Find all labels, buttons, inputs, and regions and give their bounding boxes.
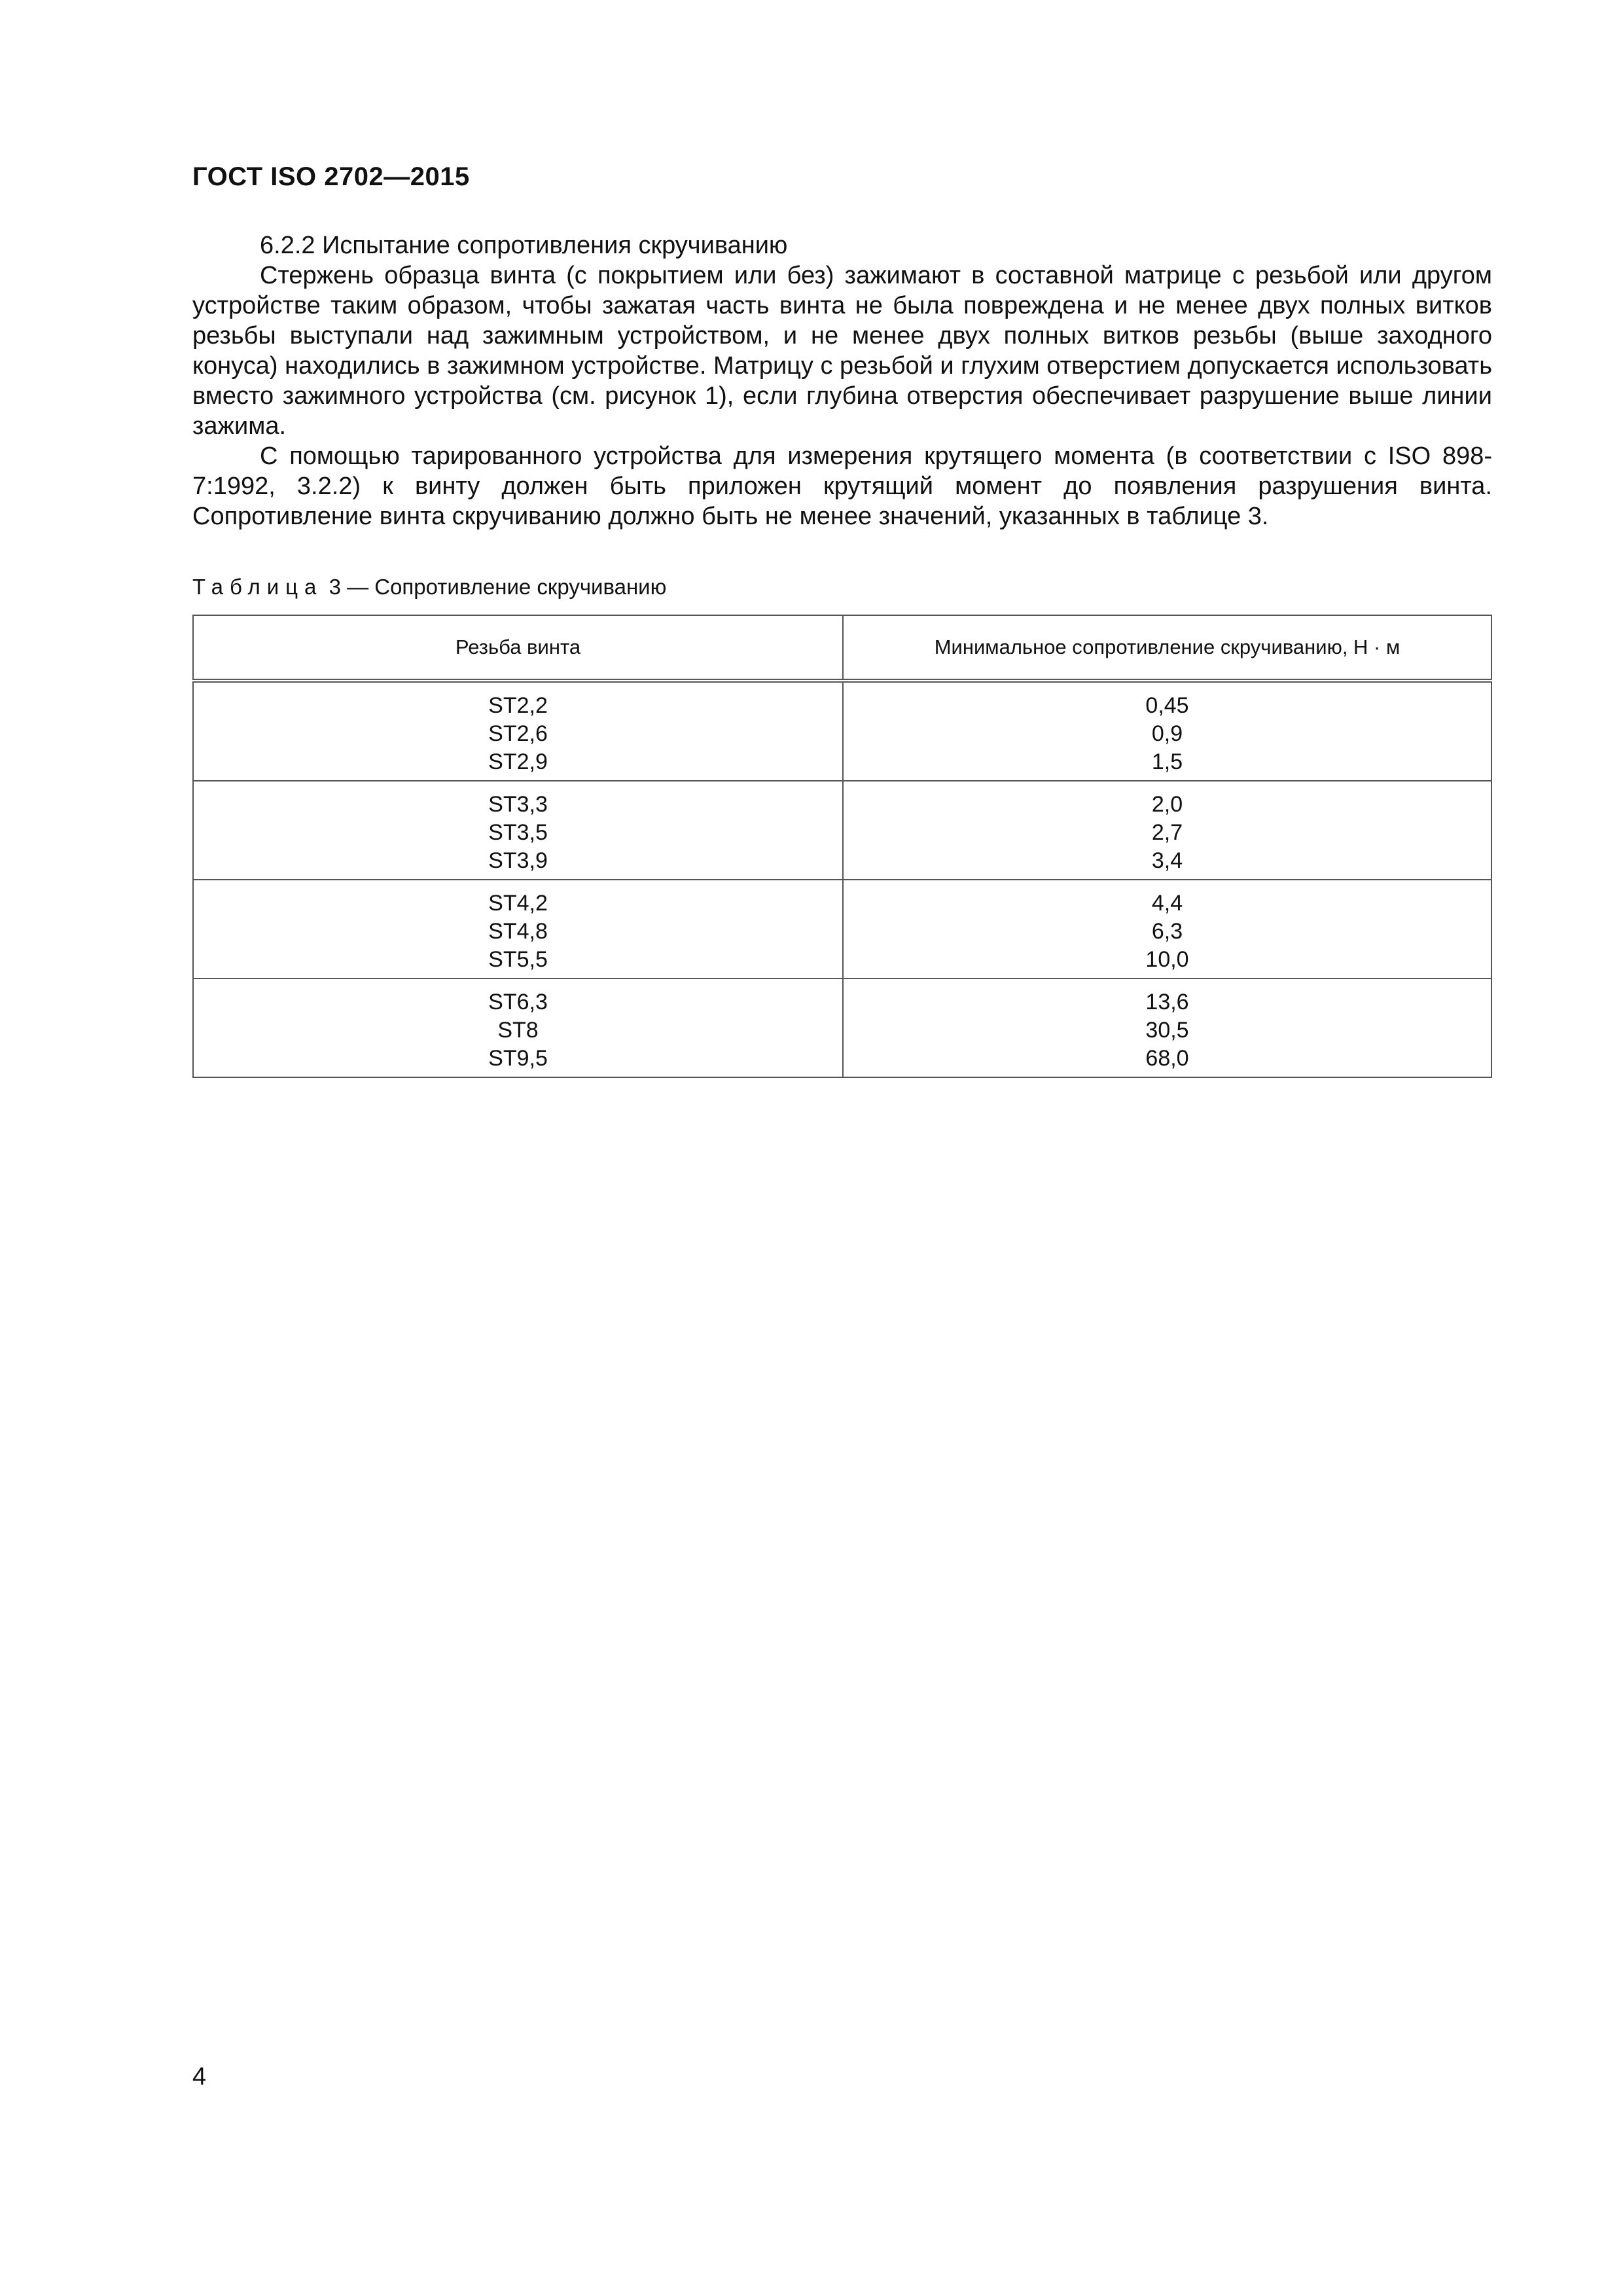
thread-cell	[193, 880, 843, 978]
table-row	[193, 681, 1491, 781]
page-number: 4	[192, 2063, 207, 2090]
thread-value: ST4,2	[488, 891, 548, 916]
paragraph-clamping: Стержень образца винта (с покрытием или без) зажимают в составной матрице с резьбой или другом устройстве таким образом, чтобы зажатая часть винта не была повреждена и не менее двух полных витков резьбы выступали над зажимным устройством, и не менее двух полных витков резьбы (выше заходного конуса) находились в зажимном устройстве. Матрицу с резьбой и глухим отверстием допускается использовать вместо зажимного устройства (см. рисунок 1), если глубина отверстия обеспечивает разрушение выше линии зажима.	[192, 262, 1492, 440]
thread-value: ST3,5	[488, 820, 548, 845]
torque-value: 13,6	[1145, 990, 1189, 1014]
thread-value: ST8	[497, 1018, 539, 1043]
table-row	[193, 880, 1491, 978]
thread-value: ST6,3	[488, 990, 548, 1014]
torque-value: 3,4	[1151, 848, 1183, 873]
thread-value: ST2,9	[488, 749, 548, 774]
thread-cell	[193, 681, 843, 781]
torque-value: 10,0	[1145, 947, 1189, 972]
table-header-row	[193, 615, 1491, 681]
thread-cell	[193, 978, 843, 1077]
section-body	[192, 230, 1492, 531]
torque-value: 2,7	[1151, 820, 1183, 845]
thread-value: ST3,9	[488, 848, 548, 873]
thread-value: ST2,6	[488, 721, 548, 746]
thread-value: ST4,8	[488, 919, 548, 944]
table-caption	[192, 575, 666, 600]
table-row	[193, 978, 1491, 1077]
table-row	[193, 781, 1491, 880]
torque-value: 6,3	[1151, 919, 1183, 944]
thread-value: ST2,2	[488, 693, 548, 718]
table-caption-word: Таблица	[192, 575, 323, 599]
thread-cell	[193, 781, 843, 880]
torque-cell	[843, 978, 1491, 1077]
torque-cell	[843, 781, 1491, 880]
section-heading: 6.2.2 Испытание сопротивления скручиванию	[260, 232, 788, 259]
torque-value: 30,5	[1145, 1018, 1189, 1043]
paragraph-torque: С помощью тарированного устройства для измерения крутящего момента (в соответствии с ISO 898-7:1992, 3.2.2) к винту должен быть приложен крутящий момент до появления разрушения винта. Сопротивление винта скручиванию должно быть не менее значений, указанных в таблице 3.	[192, 442, 1492, 530]
torque-cell	[843, 880, 1491, 978]
torsion-table	[192, 615, 1492, 1078]
thread-value: ST3,3	[488, 792, 548, 817]
torque-value: 0,45	[1145, 693, 1189, 718]
header-thread: Резьба винта	[193, 615, 843, 681]
torque-cell	[843, 681, 1491, 781]
thread-value: ST5,5	[488, 947, 548, 972]
torque-value: 4,4	[1151, 891, 1183, 916]
torque-value: 1,5	[1151, 749, 1183, 774]
document-code: ГОСТ ISO 2702—2015	[192, 162, 470, 191]
table-caption-title: 3 — Сопротивление скручиванию	[329, 575, 667, 599]
torque-value: 68,0	[1145, 1046, 1189, 1071]
thread-value: ST9,5	[488, 1046, 548, 1071]
torque-value: 0,9	[1151, 721, 1183, 746]
torque-value: 2,0	[1151, 792, 1183, 817]
header-min-torque: Минимальное сопротивление скручиванию, Н · м	[843, 615, 1491, 681]
